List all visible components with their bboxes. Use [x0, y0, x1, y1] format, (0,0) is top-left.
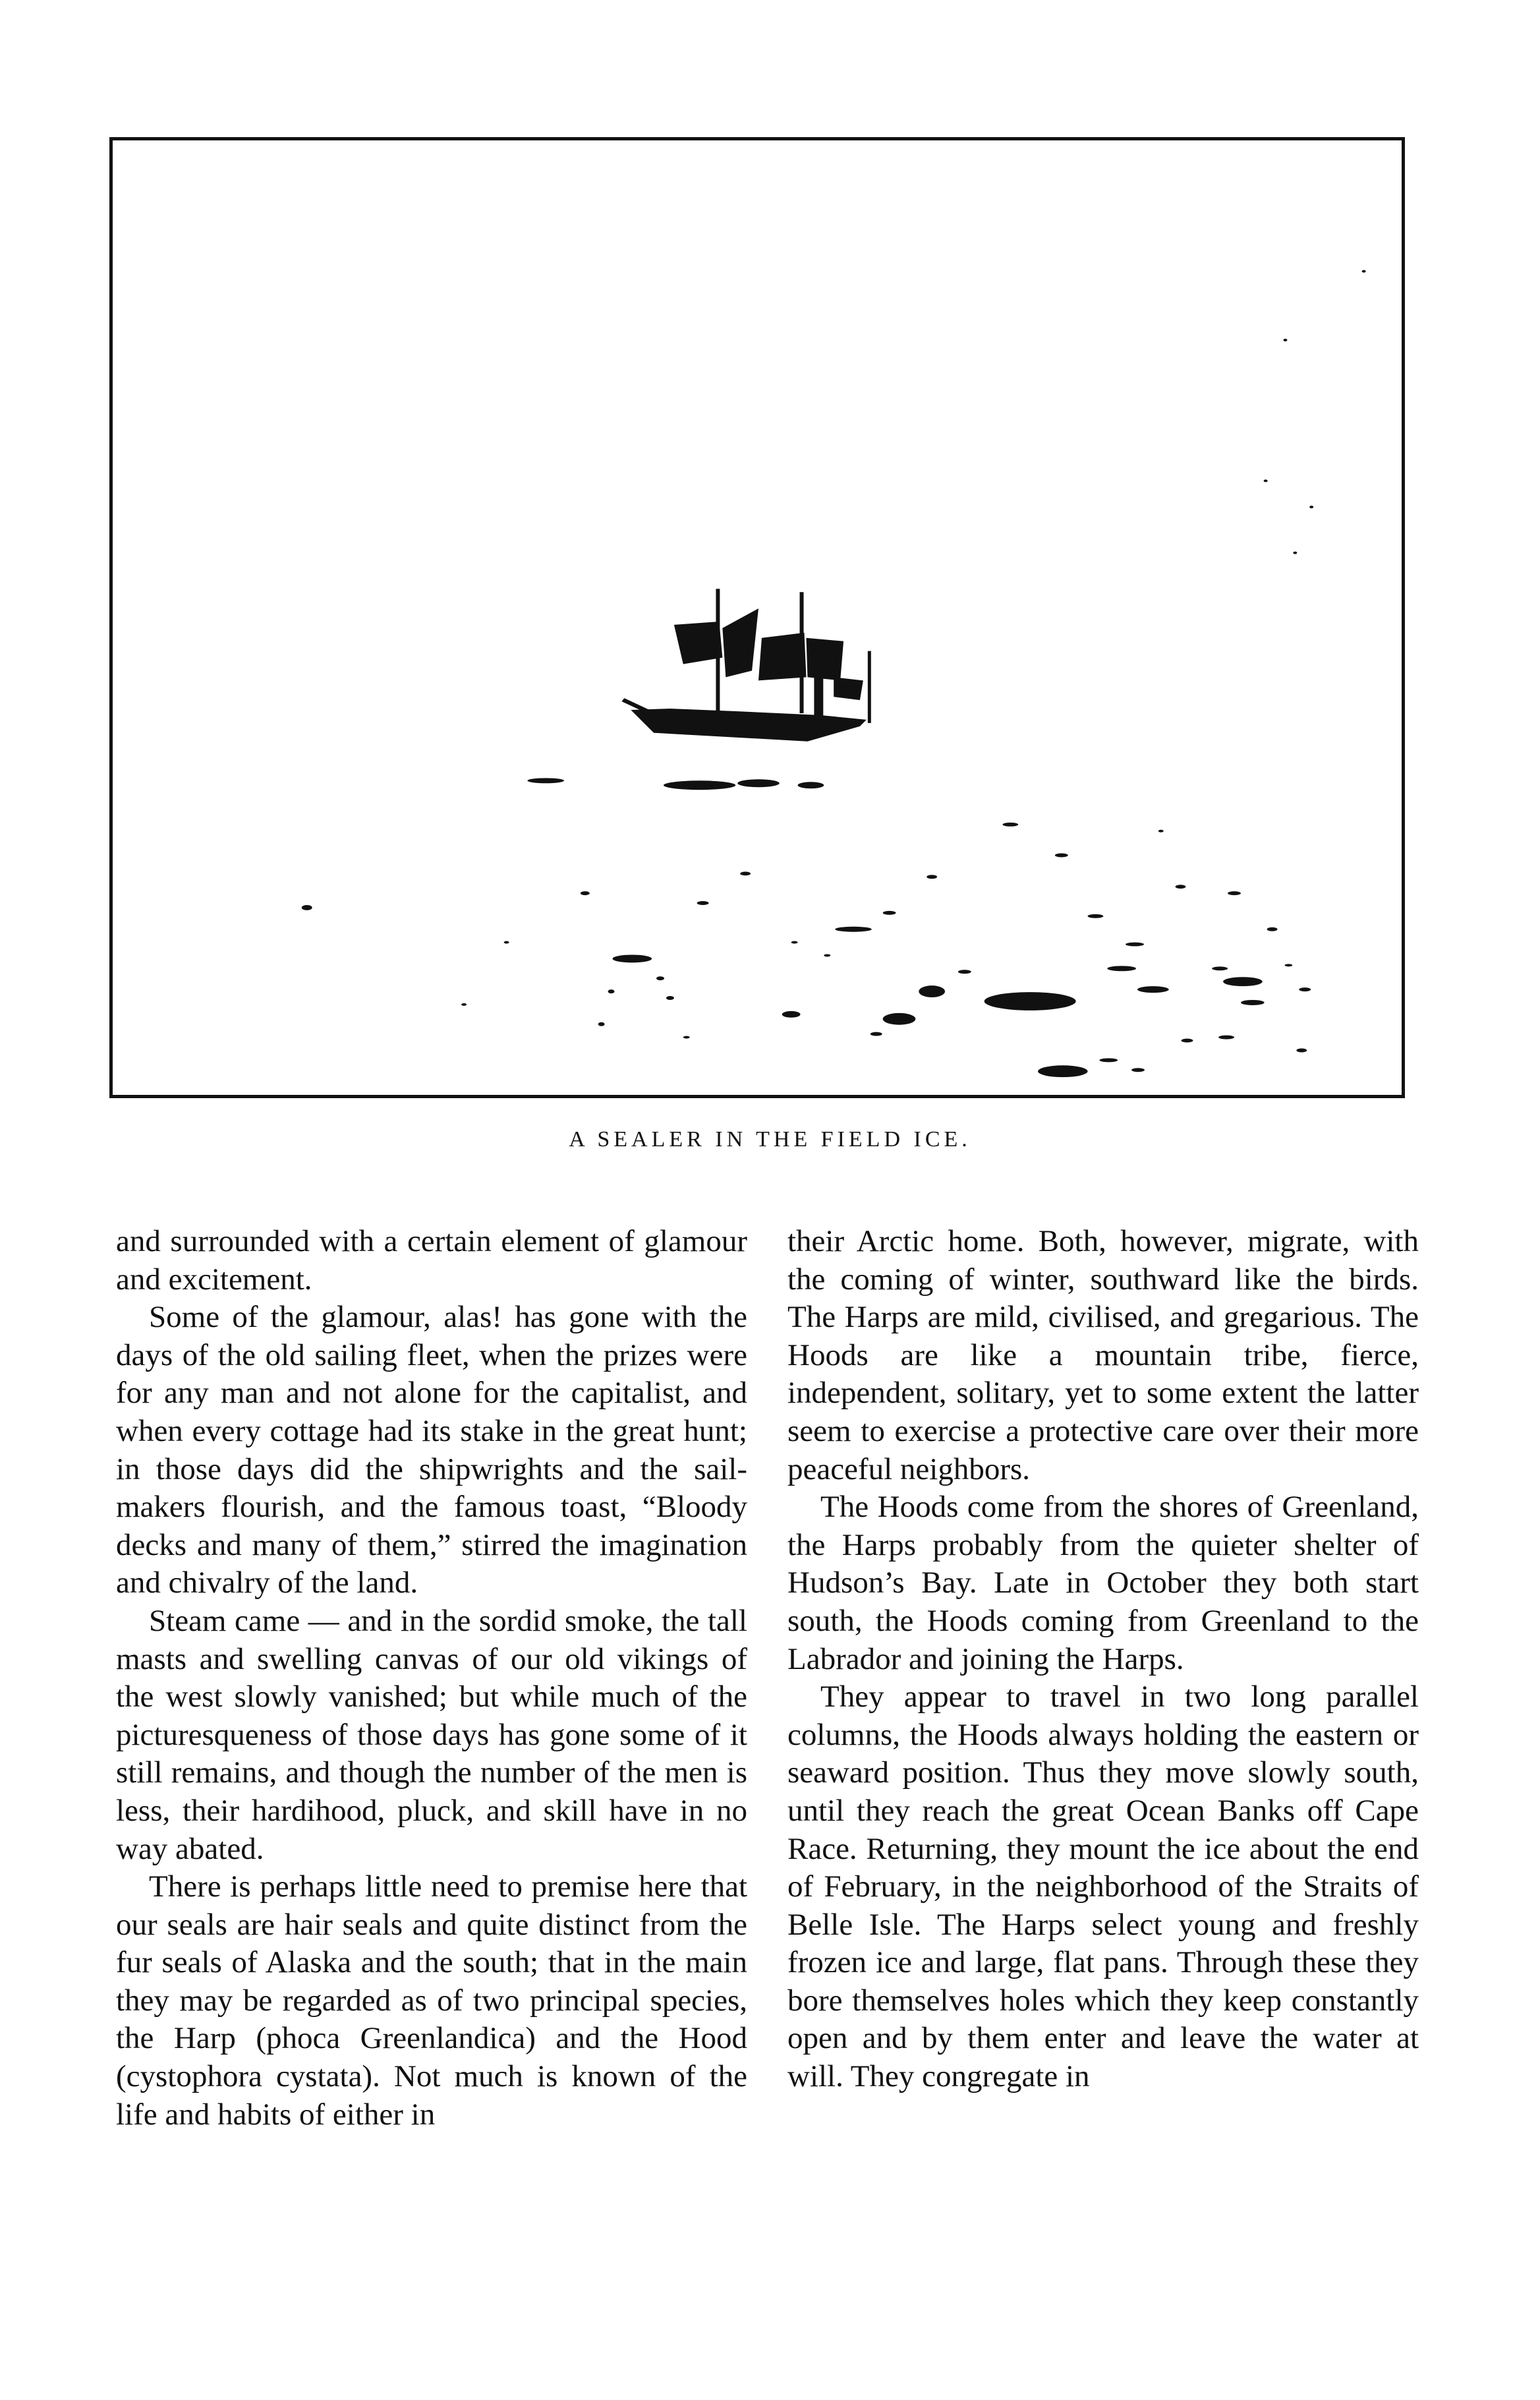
paragraph: They appear to travel in two long parallel columns, the Hoods always holding the eastern or seaward position. Thus they move slowly south, until they reach the great Ocean Banks off Cape Race. Returning, they mount the ice about the end of February, in the neighborhood of the Straits of Belle Isle. The Harps select young and freshly frozen ice and large, flat pans. Through these they bore themselves holes which they keep constantly open and by them enter and leave the water at will. They congregate in: [787, 1680, 1419, 2094]
paragraph: their Arctic home. Both, however, migrate, with the coming of winter, southward like the birds. The Harps are mild, civilised, and gregarious. The Hoods are like a mountain tribe, fierce, independent, solitary, yet to some extent the latter seem to exercise a protective care over their more peaceful neighbors.: [787, 1224, 1419, 1486]
paragraph: and surrounded with a certain element of glamour and excitement.: [116, 1224, 747, 1297]
sealer-ship-illustration: [113, 140, 1402, 1095]
paragraph: There is perhaps little need to premise here that our seals are hair seals and quite distinct from the fur seals of Alaska and the south; that in the main they may be regarded as of two principal species, the Harp (phoca Greenlandica) and the Hood (cystophora cystata). Not much is known of the life and habits of either in: [116, 1869, 747, 2132]
paragraph: The Hoods come from the shores of Greenland, the Harps probably from the quieter shelter of Hudson’s Bay. Late in October they both start south, the Hoods coming from Greenland to the Labrador and joining the Harps.: [787, 1490, 1419, 1676]
left-text-column: [116, 1223, 747, 2134]
paragraph: Some of the glamour, alas! has gone with the days of the old sailing fleet, when the prizes were for any man and not alone for the capitalist, and when every cottage had its stake in the great hunt; in those days did the shipwrights and the sail-makers flourish, and the famous toast, “Bloody decks and many of them,” stirred the imagination and chivalry of the land.: [116, 1300, 747, 1600]
illustration-frame: [109, 137, 1405, 1098]
right-text-column: [787, 1223, 1419, 2096]
paragraph: Steam came — and in the sordid smoke, the tall masts and swelling canvas of our old vikings of the west slowly vanished; but while much of the picturesqueness of those days has gone some of it still remains, and though the number of the men is less, their hardihood, pluck, and skill have in no way abated.: [116, 1603, 747, 1866]
sealer-ship: [621, 589, 870, 741]
figure-caption: A SEALER IN THE FIELD ICE.: [569, 1127, 971, 1152]
